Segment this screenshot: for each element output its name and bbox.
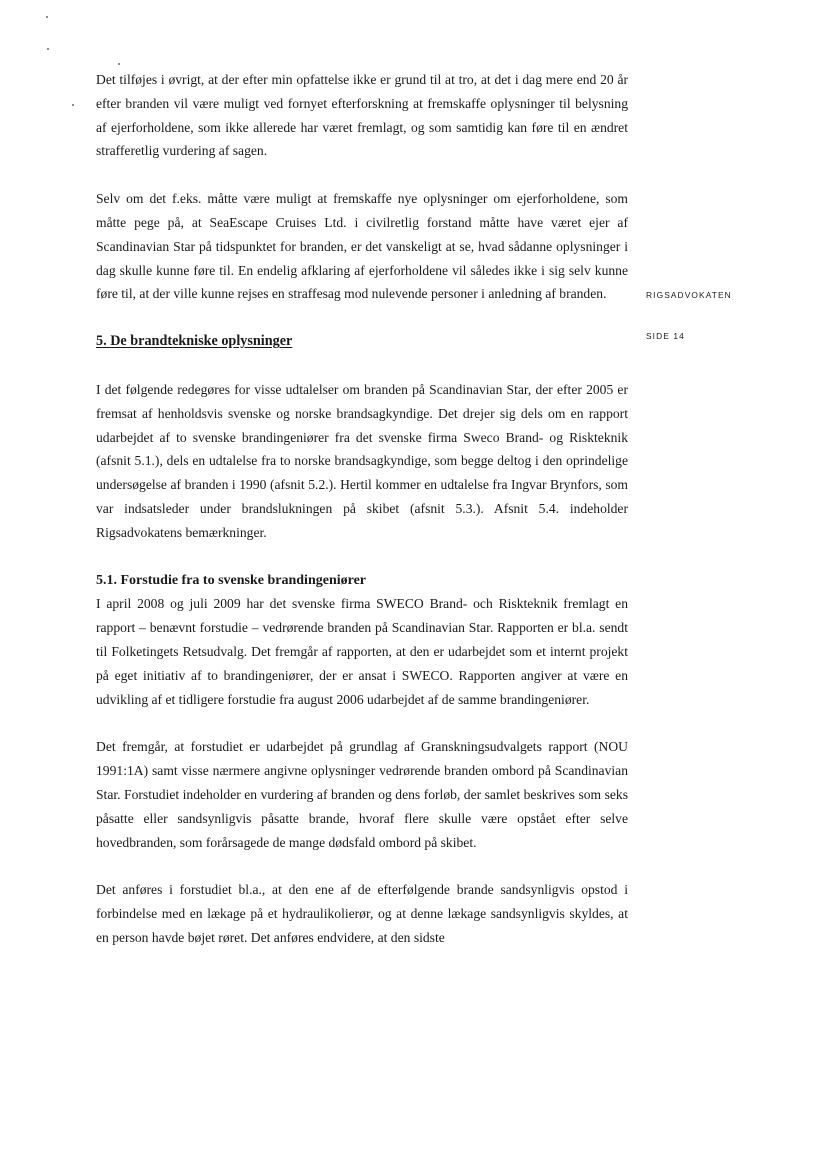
paragraph-ownership-clarification: Selv om det f.eks. måtte være muligt at fremskaffe nye oplysninger om ejerforholdene, som måtte pege på, at SeaEscape Cruises Ltd. i civilretlig forstand måtte have været ejer af Scandinavian Star på tidspunktet for branden, er det vanskeligt at se, hvad sådanne oplysninger i dag skulle kunne føre til. En endelig afklaring af ejerforholdene vil således ikke i sig selv kunne føre til, at der ville kunne rejses en straffesag mod nulevende personer i anledning af branden.	[96, 191, 628, 302]
paragraph-sweco-report: I april 2008 og juli 2009 har det svenske firma SWECO Brand- och Riskteknik fremlagt en rapport – benævnt forstudie – vedrørende branden på Scandinavian Star. Rapporten er bl.a. sendt til Folketingets Retsudvalg. Det fremgår af rapporten, at den er udarbejdet som et internt projekt på eget initiativ af to brandingeniører, der er ansat i SWECO. Rapporten angiver at være en udvikling af et tidligere forstudie fra august 2006 udarbejdet af de samme brandingeniører.	[96, 596, 628, 707]
scan-speck	[47, 48, 49, 50]
paragraph-ownership-investigation: Det tilføjes i øvrigt, at der efter min opfattelse ikke er grund til at tro, at det i dag mere end 20 år efter branden vil være muligt ved fornyet efterforskning at fremskaffe oplysninger til belysning af ejerforholdene, som ikke allerede har været fremlagt, og som samtidig kan føre til en ændret strafferetlig vurdering af sagen.	[96, 72, 628, 159]
section-heading-fire-technical: 5. De brandtekniske oplysninger	[96, 333, 293, 350]
paragraph-section-intro: I det følgende redegøres for visse udtalelser om branden på Scandinavian Star, der efter 2005 er fremsat af henholdsvis svenske og norske brandsagkyndige. Det drejer sig dels om en rapport udarbejdet af to svenske brandingeniører fra det svenske firma Sweco Brand- og Riskteknik (afsnit 5.1.), dels en udtalelse fra to norske brandsagkyndige, som begge deltog i den oprindelige undersøgelse af branden i 1990 (afsnit 5.2.). Hertil kommer en udtalelse fra Ingvar Brynfors, som var indsatsleder under brandslukningen på skibet (afsnit 5.3.). Afsnit 5.4. indeholder Rigsadvokatens bemærkninger.	[96, 381, 628, 540]
subsection-heading-swedish-study: 5.1. Forstudie fra to svenske brandingeniører	[96, 572, 367, 588]
page-number-label: SIDE 14	[646, 331, 685, 341]
paragraph-study-basis: Det fremgår, at forstudiet er udarbejdet på grundlag af Granskningsudvalgets rapport (NOU 1991:1A) samt visse nærmere angivne oplysninger vedrørende branden ombord på Scandinavian Star. Forstudiet indeholder en vurdering af branden og dens forløb, der samlet beskrives som seks påsatte eller sandsynligvis påsatte brande, hvoraf flere skulle være opstået efter selve hovedbranden, som forårsagede de mange dødsfald ombord på skibet.	[96, 739, 628, 850]
scan-speck	[46, 16, 48, 18]
organization-label: RIGSADVOKATEN	[646, 290, 732, 300]
scan-speck	[118, 63, 120, 65]
document-body	[96, 68, 628, 950]
scan-speck	[72, 104, 74, 106]
paragraph-study-findings: Det anføres i forstudiet bl.a., at den ene af de efterfølgende brande sandsynligvis opstod i forbindelse med en lækage på et hydraulikolierør, og at denne lækage sandsynligvis skyldes, at en person havde bøjet røret. Det anføres endvidere, at den sidste	[96, 882, 628, 945]
